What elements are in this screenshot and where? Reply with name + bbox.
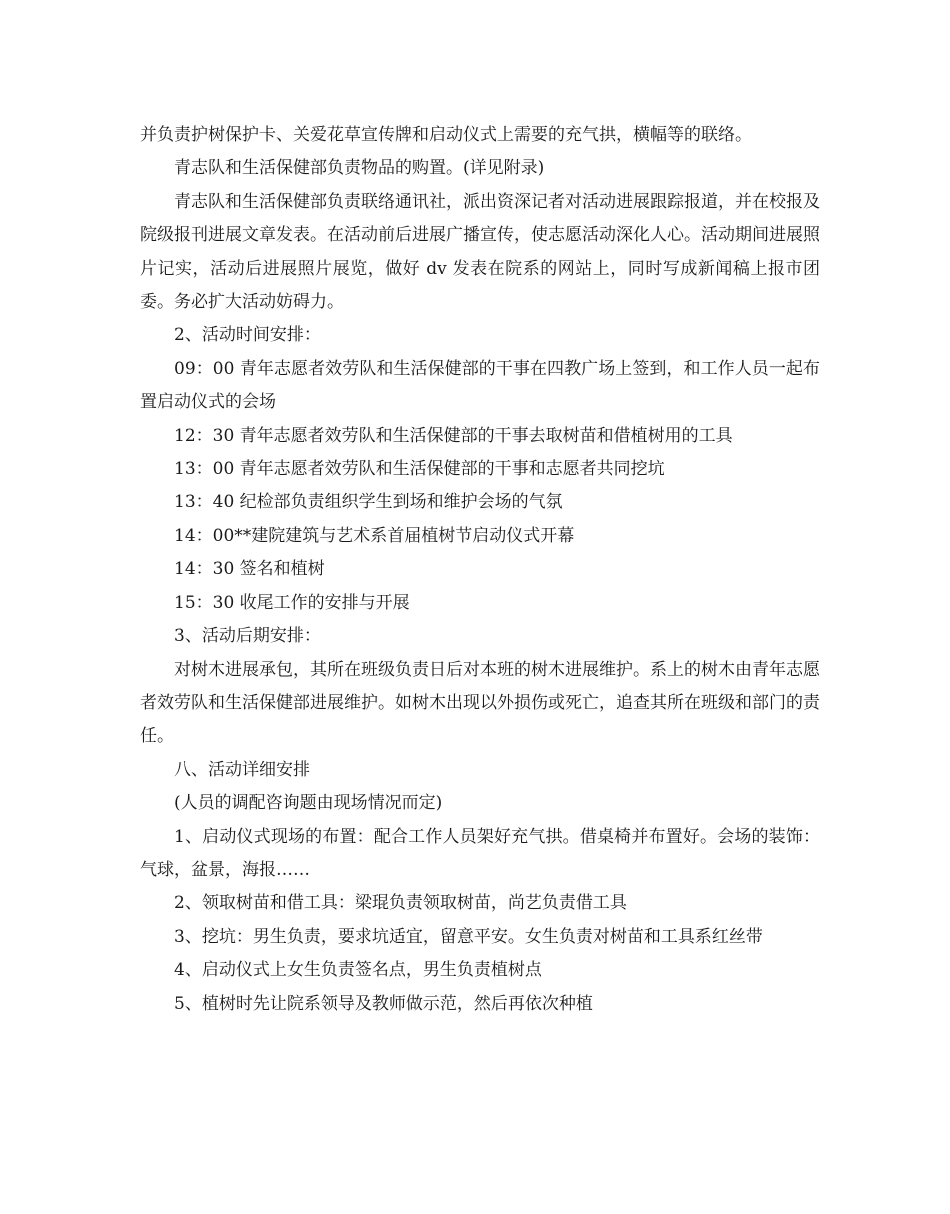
detail-item-2: 2、领取树苗和借工具：梁琨负责领取树苗，尚艺负责借工具	[174, 893, 627, 914]
schedule-item-1340: 13：40 纪检部负责组织学生到场和维护会场的气氛	[174, 492, 563, 513]
detail-item-5: 5、植树时先让院系领导及教师做示范，然后再依次种植	[174, 993, 593, 1014]
section-heading-details: 八、活动详细安排	[174, 759, 310, 780]
schedule-item-1300: 13：00 青年志愿者效劳队和生活保健部的干事和志愿者共同挖坑	[174, 459, 665, 480]
schedule-item-1230: 12：30 青年志愿者效劳队和生活保健部的干事去取树苗和借植树用的工具	[174, 425, 733, 446]
schedule-item-1430: 14：30 签名和植树	[174, 559, 325, 580]
detail-item-1: 1、启动仪式现场的布置：配合工作人员架好充气拱。借桌椅并布置好。会场的装饰：气球，盆景，海报……	[140, 826, 820, 880]
section-heading-schedule: 2、活动时间安排：	[174, 325, 321, 346]
schedule-item-1400: 14：00**建院建筑与艺术系首届植树节启动仪式开幕	[174, 525, 575, 546]
paragraph-3: 青志队和生活保健部负责联络通讯社，派出资深记者对活动进展跟踪报道，并在校报及院级报刊进展文章发表。在活动前后进展广播宣传，使志愿活动深化人心。活动期间进展照片记实，活动后进展照片展览，做好 dv 发表在院系的网站上，同时写成新闻稿上报市团委。务必扩大活动妨碍力。	[140, 191, 820, 313]
section-heading-followup: 3、活动后期安排：	[174, 626, 321, 647]
schedule-item-0900: 09：00 青年志愿者效劳队和生活保健部的干事在四教广场上签到，和工作人员一起布置启动仪式的会场	[140, 358, 820, 413]
schedule-item-1530: 15：30 收尾工作的安排与开展	[174, 592, 410, 613]
document-body	[140, 119, 820, 1021]
paragraph-note: (人员的调配咨询题由现场情况而定)	[174, 793, 443, 814]
paragraph-followup: 对树木进展承包，其所在班级负责日后对本班的树木进展维护。系上的树木由青年志愿者效劳队和生活保健部进展维护。如树木出现以外损伤或死亡，追查其所在班级和部门的责任。	[140, 659, 820, 747]
detail-item-3: 3、挖坑：男生负责，要求坑适宜，留意平安。女生负责对树苗和工具系红丝带	[174, 926, 763, 947]
detail-item-4: 4、启动仪式上女生负责签名点，男生负责植树点	[174, 960, 542, 981]
paragraph-2: 青志队和生活保健部负责物品的购置。(详见附录)	[174, 158, 545, 179]
paragraph-1: 并负责护树保护卡、关爱花草宣传牌和启动仪式上需要的充气拱，横幅等的联络。	[140, 125, 752, 145]
